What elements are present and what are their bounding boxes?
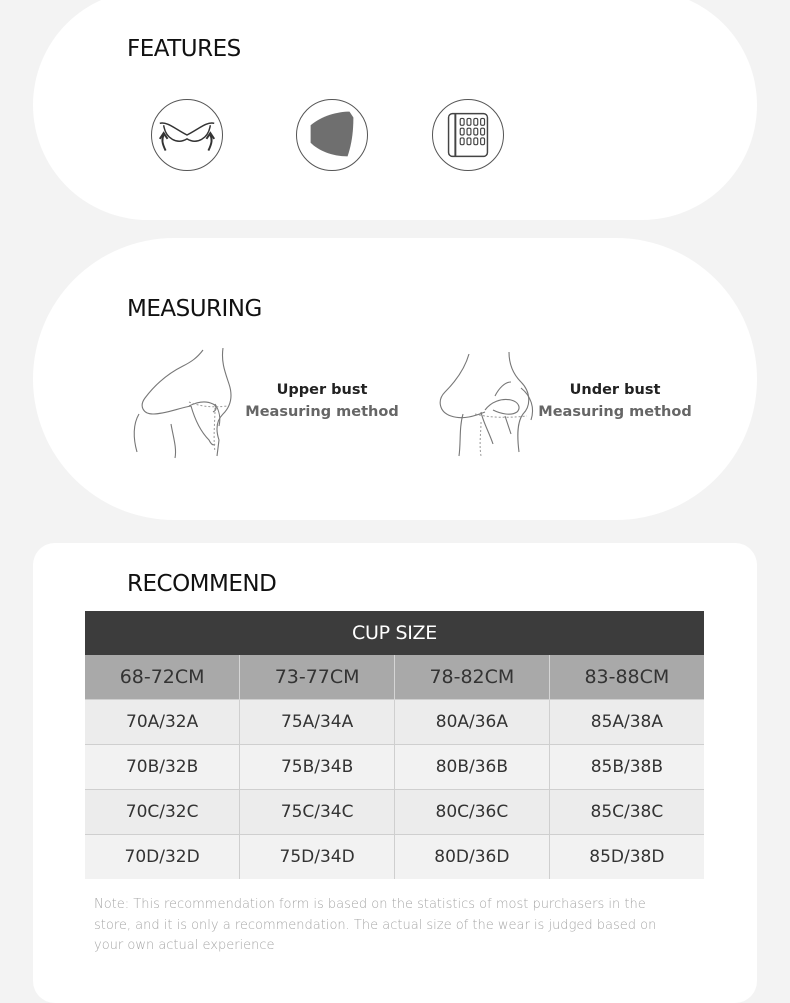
size-cell: 75A/34A xyxy=(240,700,395,745)
molded-cup-icon xyxy=(296,99,368,171)
under-bust-label xyxy=(536,379,694,423)
table-row xyxy=(85,835,704,880)
size-cell: 70B/32B xyxy=(85,745,240,790)
size-cell: 85C/38C xyxy=(549,790,704,835)
size-cell: 80C/36C xyxy=(395,790,550,835)
range-cell: 68-72CM xyxy=(85,655,240,700)
size-cell: 80D/36D xyxy=(395,835,550,880)
measuring-panel xyxy=(33,238,757,520)
recommend-title: RECOMMEND xyxy=(127,571,277,597)
hook-and-eye-closure-icon xyxy=(432,99,504,171)
size-cell: 80A/36A xyxy=(395,700,550,745)
range-cell: 73-77CM xyxy=(240,655,395,700)
size-cell: 70C/32C xyxy=(85,790,240,835)
table-row xyxy=(85,745,704,790)
size-cell: 85D/38D xyxy=(549,835,704,880)
range-cell: 83-88CM xyxy=(549,655,704,700)
under-bust-figure-icon xyxy=(435,352,545,460)
recommendation-note: Note: This recommendation form is based on the statistics of most purchasers in the store, and it is only a recommendation. The actual size of the wear is judged based on your own actual experience xyxy=(94,897,657,953)
size-cell: 70D/32D xyxy=(85,835,240,880)
features-title: FEATURES xyxy=(127,36,241,62)
table-row xyxy=(85,790,704,835)
size-cell: 85A/38A xyxy=(549,700,704,745)
size-cell: 75D/34D xyxy=(240,835,395,880)
upper-bust-label xyxy=(243,379,401,423)
upper-bust-figure-icon xyxy=(131,348,239,460)
size-cell: 85B/38B xyxy=(549,745,704,790)
upper-bust-title: Upper bust xyxy=(276,382,368,398)
under-bust-subtitle: Measuring method xyxy=(538,404,692,420)
cup-size-table xyxy=(85,611,704,879)
size-cell: 75B/34B xyxy=(240,745,395,790)
size-cell: 70A/32A xyxy=(85,700,240,745)
table-row xyxy=(85,700,704,745)
recommend-panel xyxy=(33,543,757,1003)
measuring-title: MEASURING xyxy=(127,296,262,322)
under-bust-title: Under bust xyxy=(569,382,661,398)
upper-bust-subtitle: Measuring method xyxy=(245,404,399,420)
size-cell: 80B/36B xyxy=(395,745,550,790)
lift-support-icon xyxy=(151,99,223,171)
cup-size-heading: CUP SIZE xyxy=(85,611,704,655)
features-panel xyxy=(33,0,757,220)
range-row xyxy=(85,655,704,700)
size-cell: 75C/34C xyxy=(240,790,395,835)
range-cell: 78-82CM xyxy=(395,655,550,700)
